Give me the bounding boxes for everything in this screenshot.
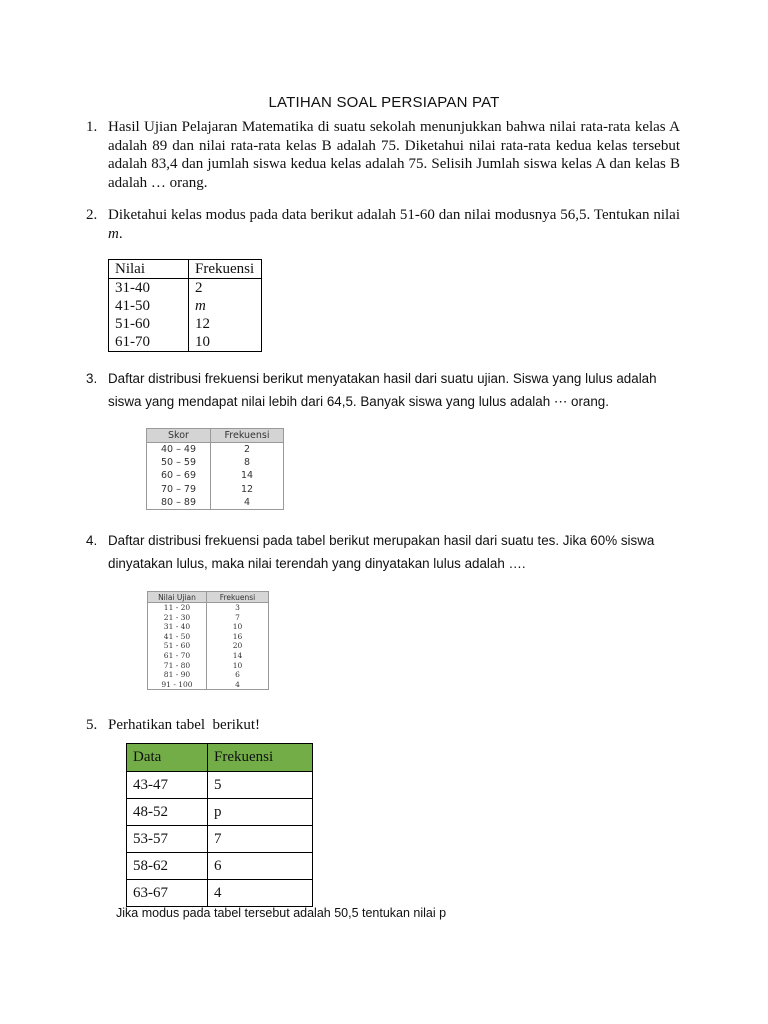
table-cell: 60 – 69 (147, 469, 211, 482)
table-cell: 4 (207, 680, 269, 690)
table-cell: 58-62 (127, 853, 208, 880)
q3-number: 3. (86, 371, 98, 386)
table-cell: 81 - 90 (148, 670, 207, 680)
table-cell: 2 (189, 279, 262, 298)
table-header: Frekuensi (211, 429, 284, 443)
table-cell: 12 (211, 483, 284, 496)
table-header: Frekuensi (208, 744, 313, 772)
table-row (148, 603, 269, 613)
q1-line-4: adalah … orang. (108, 174, 208, 191)
table-cell: p (208, 799, 313, 826)
table-row (148, 670, 269, 680)
q2-number: 2. (86, 207, 98, 223)
table-cell: 41-50 (109, 297, 189, 315)
table-cell: 48-52 (127, 799, 208, 826)
table-cell: 6 (207, 670, 269, 680)
table-cell: 71 - 80 (148, 661, 207, 671)
q1-line-3: adalah 83,4 dan jumlah siswa kedua kelas adalah 75. Selisih Jumlah siswa kelas A dan kelas B (108, 156, 680, 172)
table-row (109, 315, 262, 333)
table-cell: 7 (208, 826, 313, 853)
table-row (147, 496, 284, 510)
table-cell: 12 (189, 315, 262, 333)
table-header: Skor (147, 429, 211, 443)
q4-table (147, 591, 269, 690)
table-cell: 43-47 (127, 772, 208, 799)
q3-line-2: siswa yang mendapat nilai lebih dari 64,5. Banyak siswa yang lulus adalah ⋯ orang. (108, 394, 609, 409)
table-cell: 41 - 50 (148, 632, 207, 642)
table-cell: 3 (207, 603, 269, 613)
q4-line-1: Daftar distribusi frekuensi pada tabel berikut merupakan hasil dari suatu tes. Jika 60% siswa (108, 533, 655, 548)
table-cell: 51-60 (109, 315, 189, 333)
table-row (147, 456, 284, 469)
table-row (148, 661, 269, 671)
table-cell: 6 (208, 853, 313, 880)
table-cell: 31 - 40 (148, 622, 207, 632)
table-row (148, 632, 269, 642)
table-cell: 21 - 30 (148, 613, 207, 623)
table-row (148, 651, 269, 661)
table-cell: 2 (211, 443, 284, 457)
q3-line-1: Daftar distribusi frekuensi berikut menyatakan hasil dari suatu ujian. Siswa yang lulus adalah (108, 371, 657, 386)
table-header-row (147, 429, 284, 443)
table-cell: 14 (211, 469, 284, 482)
table-cell: 70 – 79 (147, 483, 211, 496)
table-row (127, 853, 313, 880)
table-header: Frekuensi (207, 592, 269, 603)
q1-number: 1. (86, 119, 98, 135)
table-cell: m (189, 297, 262, 315)
table-cell: 10 (207, 661, 269, 671)
table-row (127, 799, 313, 826)
table-header-row (148, 592, 269, 603)
table-cell: 61-70 (109, 333, 189, 352)
table-cell: 16 (207, 632, 269, 642)
table-header: Data (127, 744, 208, 772)
q5-number: 5. (86, 717, 98, 733)
table-header: Frekuensi (189, 260, 262, 279)
q2-table (108, 259, 262, 352)
table-cell: 61 - 70 (148, 651, 207, 661)
table-cell: 40 – 49 (147, 443, 211, 457)
table-row (109, 297, 262, 315)
table-header: Nilai Ujian (148, 592, 207, 603)
q4-number: 4. (86, 533, 98, 548)
table-cell: 8 (211, 456, 284, 469)
q5-note: Jika modus pada tabel tersebut adalah 50,5 tentukan nilai p (116, 906, 447, 920)
page-title: LATIHAN SOAL PERSIAPAN PAT (268, 94, 500, 111)
table-row (109, 333, 262, 352)
table-row (147, 483, 284, 496)
table-row (148, 622, 269, 632)
table-row (109, 279, 262, 298)
q2-line-1: Diketahui kelas modus pada data berikut adalah 51-60 dan nilai modusnya 56,5. Tentukan nilai (108, 207, 680, 223)
q5-text: Perhatikan tabel berikut! (108, 717, 261, 733)
table-header-row (127, 744, 313, 772)
table-cell: 80 – 89 (147, 496, 211, 510)
table-cell: 31-40 (109, 279, 189, 298)
table-row (148, 613, 269, 623)
q2-period: . (118, 225, 123, 242)
table-row (127, 772, 313, 799)
table-cell: 53-57 (127, 826, 208, 853)
q2-line-2 (108, 225, 680, 244)
table-cell: 4 (211, 496, 284, 510)
table-row (147, 443, 284, 457)
table-cell: 63-67 (127, 880, 208, 907)
q5-table (126, 743, 313, 907)
q2-variable: m (108, 225, 119, 242)
table-row (148, 680, 269, 690)
table-row (127, 826, 313, 853)
table-cell: 5 (208, 772, 313, 799)
table-cell: 14 (207, 651, 269, 661)
table-cell: 20 (207, 641, 269, 651)
table-row (148, 641, 269, 651)
q1-line-1: Hasil Ujian Pelajaran Matematika di suatu sekolah menunjukkan bahwa nilai rata-rata kelas A (108, 119, 680, 135)
table-cell: 50 – 59 (147, 456, 211, 469)
table-cell: 4 (208, 880, 313, 907)
table-cell: 11 - 20 (148, 603, 207, 613)
table-row (127, 880, 313, 907)
table-cell: 10 (207, 622, 269, 632)
table-cell: 91 - 100 (148, 680, 207, 690)
q4-line-2: dinyatakan lulus, maka nilai terendah yang dinyatakan lulus adalah …. (108, 556, 526, 571)
table-cell: 7 (207, 613, 269, 623)
table-header-row (109, 260, 262, 279)
table-header: Nilai (109, 260, 189, 279)
q1-line-2: adalah 89 dan nilai rata-rata kelas B adalah 75. Diketahui nilai rata-rata kedua kelas tersebut (108, 137, 680, 154)
table-cell: 10 (189, 333, 262, 352)
q3-table (146, 428, 284, 510)
table-cell: 51 - 60 (148, 641, 207, 651)
table-row (147, 469, 284, 482)
